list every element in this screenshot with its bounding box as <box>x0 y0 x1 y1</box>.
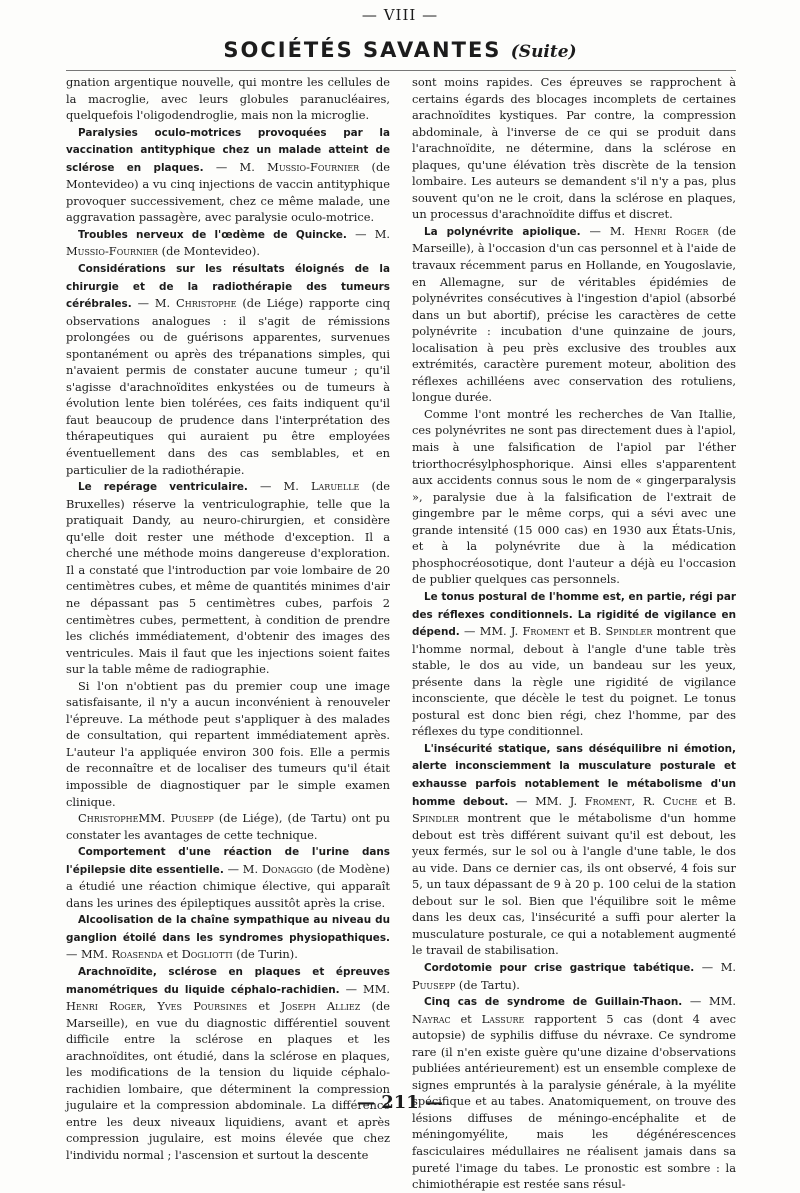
section-heading: Alcoolisation de la chaîne sympathique au niveau du ganglion étoilé dans les syndromes physiopathiques. <box>66 914 390 944</box>
section-heading: Troubles nerveux de l'œdème de Quincke. <box>78 228 347 241</box>
author-name: Henri Roger <box>634 223 709 238</box>
body-text: MM. <box>138 811 171 826</box>
paragraph <box>412 959 736 993</box>
paragraph <box>66 678 390 810</box>
body-text: rapportent 5 cas (dont 4 avec autopsie) de syphilis diffuse du névraxe. Ce syndrome rare (il n'en existe guère qu'une dizaine d'observations publiées antérieurement) est un ensemble complexe de signes empruntés à la paralysie générale, à la myélite spécifique et au tabes. Anatomiquement, on trouve des lésions diffuses de méningo-encéphalite et de méningomyélite, mais les dégénérescences fasciculaires médullaires ne réalisent jamais dans sa pureté l'image du tabes. Le pronostic est sombre : la chimiothérapie est restée sans résul- <box>412 1011 736 1192</box>
body-text: — M. <box>580 223 635 238</box>
author-name: Christophe <box>78 811 139 826</box>
author-name: Mussio-Fournier <box>267 159 360 174</box>
paragraph <box>66 260 390 478</box>
section-heading: Cordotomie pour crise gastrique tabétique. <box>424 961 695 974</box>
body-text: Si l'on n'obtient pas du premier coup une image satisfaisante, il n'y a aucun inconvénient à renouveler l'épreuve. La méthode peut s'appliquer à des malades de consultation, qui repartent immédiatement après. L'auteur l'a appliquée environ 300 fois. Elle a permis de reconnaître et de localiser des tumeurs qu'il était impossible de diagnostiquer par le simple examen clinique. <box>66 678 390 809</box>
section-heading: Comportement d'une réaction de l'urine dans l'épilepsie dite essentielle. <box>66 846 390 876</box>
body-text: — M. <box>346 226 391 241</box>
body-text: et <box>163 947 182 962</box>
author-name: Spindler <box>412 811 459 826</box>
paragraph <box>412 740 736 959</box>
page-number: — 211 — <box>356 1092 444 1113</box>
paragraph <box>412 406 736 588</box>
body-text: — M. <box>131 296 177 311</box>
body-text: et B. <box>569 624 606 639</box>
body-text: (de Marseille), en vue du diagnostic différentiel souvent difficile entre la sclérose en plaques et les arachnoïdites, ont étudié, dans la sclérose en plaques, les modifications de la tension du liquide céphalo-rachidien lombaire, que déterminent la compression jugulaire et la compression abdominale. La différence entre les deux niveaux liquidiens, avant et après compression jugulaire, est moins élevée que chez l'individu normal ; l'ascension et surtout la descente <box>66 999 390 1162</box>
author-name: Puusepp <box>170 811 214 826</box>
body-text: — MM. <box>682 994 736 1009</box>
roman-page-number: — VIII — <box>361 6 439 24</box>
body-text: (de Turin). <box>232 947 298 962</box>
body-text: — MM. <box>66 947 112 962</box>
author-name: Mussio-Fournier <box>66 244 159 259</box>
author-name: Nayrac <box>412 1011 451 1026</box>
body-text: Comme l'ont montré les recherches de Van Itallie, ces polynévrites ne sont pas directement dues à l'apiol, mais à une falsification de l'apiol par l'éther triorthocrésylphosphorique. Ainsi elles s'apparentent aux accidents connus sous le nom de « gingerparalysis », paralysie due à la falsification de l'extrait de gingembre par le même corps, qui a sévi avec une grande intensité (15 000 cas) en 1930 aux États-Unis, et à la polynévrite due à la médication phosphocréosotique, dont l'auteur a déjà eu l'occasion de publier quelques cas personnels. <box>412 406 736 587</box>
paragraph <box>66 911 390 963</box>
body-text: et <box>247 999 281 1014</box>
section-title-suffix: (Suite) <box>510 42 577 62</box>
section-heading: Considérations sur les résultats éloignés de la chirurgie et de la radiothérapie des tumeurs cérébrales. <box>66 263 390 311</box>
section-heading: Cinq cas de syndrome de Guillain-Thaon. <box>424 996 683 1009</box>
right-column <box>412 74 736 1193</box>
body-text: montrent que le métabolisme d'un homme debout est très différent suivant qu'il est debout, les yeux fermés, sur le sol ou à l'angle d'une table, le dos au vide. Dans ce dernier cas, ils ont observé, 4 fois sur 5, un taux dépassant de 9 à 20 p. 100 celui de la station debout sur le sol. Bien que l'équilibre soit le même dans les deux cas, l'insécurité a suffi pour alerter la musculature posturale, ce qui a notablement augmenté le travail de stabilisation. <box>412 811 736 958</box>
section-heading: Paralysies oculo-motrices provoquées par la vaccination antityphique chez un malade atteint de sclérose en plaques. <box>66 126 390 174</box>
author-name: Spindler <box>605 624 653 639</box>
body-text: et <box>450 1011 482 1026</box>
body-text: sont moins rapides. Ces épreuves se rapprochent à certains égards des blocages incomplets de certaines arachnoïdites kystiques. Par contre, la compression abdominale, à l'inverse de ce qui se produit dans l'arachnoïdite, ne détermine, dans la sclérose en plaques, qu'une élévation très discrète de la tension lombaire. Les auteurs se demandent s'il n'y a pas, plus souvent qu'on ne le croit, dans la sclérose en plaques, un processus d'arachnoïdite diffus et discret. <box>412 75 736 222</box>
paragraph <box>66 478 390 678</box>
paragraph <box>66 963 390 1164</box>
body-text: (de Tartu) ont pu constater les avantages de cette technique. <box>66 811 390 842</box>
author-name: Froment <box>522 624 570 639</box>
left-column <box>66 74 390 1164</box>
body-text: — MM. J. <box>508 793 585 808</box>
section-heading: Arachnoïdite, sclérose en plaques et épreuves manométriques du liquide céphalo-rachidien. <box>66 965 390 996</box>
section-heading: Le repérage ventriculaire. <box>78 481 248 494</box>
body-text: — M. <box>203 159 268 174</box>
body-text: (de Liége) rapporte cinq observations analogues : il s'agit de rémissions prolongées ou de guérisons apparentes, survenues spontanément ou après des trépanations simples, qui n'avaient permis de constater aucune tumeur ; qu'il s'agisse d'arachnoïdites enkystées ou de tumeurs à évolution lente bien tolérées, ces faits indiquent qu'il faut beaucoup de prudence dans l'interprétation des thérapeutiques qui auraient pu être employées éventuellement dans des cas semblables, et en particulier de la radiothérapie. <box>66 296 390 477</box>
body-text: (de Modène) a étudié une réaction chimique élective, qui apparaît dans les urines des épileptiques aussitôt après la crise. <box>66 861 390 910</box>
author-name: Dogliotti <box>181 947 233 962</box>
header-rule <box>66 70 736 71</box>
section-heading: L'insécurité statique, sans déséquilibre ni émotion, alerte inconsciemment la musculature posturale et exhausse parfois notablement le métabolisme d'un homme debout. <box>412 742 736 808</box>
body-text: , R. <box>631 793 663 808</box>
body-text: (de Marseille), à l'occasion d'un cas personnel et à l'aide de travaux récemment parus en Hollande, en Yougoslavie, en Allemagne, sur de véritables épidémies de polynévrites consécutives à l'ingestion d'apiol (absorbé dans un but abortif), précise les caractères de cette polynévrite : incubation d'une quinzaine de jours, localisation à peu près exclusive des troubles aux extrémités, caractère purement moteur, abolition des réflexes achilléens avec conservation des rotuliens, longue durée. <box>412 223 736 405</box>
paragraph <box>412 588 736 740</box>
author-name: Froment <box>584 793 632 808</box>
author-name: Joseph Alliez <box>280 999 361 1014</box>
author-name: Donaggio <box>261 861 313 876</box>
paragraph <box>66 810 390 843</box>
body-text: (de Montevideo) a vu cinq injections de vaccin antityphique provoquer successivement, chez ce même malade, une aggravation passagère, avec paralysie oculo-motrice. <box>66 159 390 225</box>
paragraph <box>412 74 736 223</box>
body-text: (de Liége), <box>213 811 288 826</box>
body-text: (de Bruxelles) réserve la ventriculographie, telle que la pratiquait Dandy, au neuro-chirurgien, et considère qu'elle doit rester une méthode d'exception. Il a cherché une méthode moins dangereuse d'exploration. Il a constaté que l'introduction par voie lombaire de 20 centimètres cubes, et même de quantités minimes d'air ne dépassant pas 5 centimètres cubes, parfois 2 centimètres cubes, permettent, à condition de prendre les clichés immédiatement, d'obtenir des images des ventricules. Mais il faut que les injections soient faites sur la table même de radiographie. <box>66 479 390 677</box>
section-heading: Le tonus postural de l'homme est, en partie, régi par des réflexes conditionnels. La rigidité de vigilance en dépend. <box>412 590 736 639</box>
body-text: et B. <box>697 793 736 808</box>
author-name: Henri Roger, Yves Poursines <box>66 999 248 1014</box>
author-name: Puusepp <box>412 977 456 992</box>
body-text: — M. <box>223 861 262 876</box>
body-text: — M. <box>694 959 736 974</box>
body-text: — MM. J. <box>459 624 523 639</box>
body-text: montrent que l'homme normal, debout à l'angle d'une table très stable, le dos au vide, un bandeau sur les yeux, présente dans la règle une rigidité de vigilance inconsciente, que décèle le test du poignet. Le tonus postural est donc bien régi, chez l'homme, par des réflexes du type conditionnel. <box>412 624 736 739</box>
paragraph <box>66 124 390 226</box>
section-title <box>0 38 800 62</box>
author-name: Cuche <box>662 793 698 808</box>
section-heading: La polynévrite apiolique. <box>424 225 581 238</box>
author-name: Roasenda <box>111 947 164 962</box>
body-text: — M. <box>247 479 311 494</box>
body-text: — MM. <box>339 981 390 996</box>
body-text: (de Montevideo). <box>158 244 260 259</box>
body-text: gnation argentique nouvelle, qui montre les cellules de la macroglie, avec leurs globules paranucléaires, quelquefois l'oligodendroglie, mais non la microglie. <box>66 75 390 123</box>
paragraph <box>66 226 390 260</box>
section-title-text: SOCIÉTÉS SAVANTES <box>223 38 502 62</box>
author-name: Christophe <box>176 296 237 311</box>
author-name: Lassure <box>481 1011 525 1026</box>
paragraph <box>66 74 390 124</box>
body-text: (de Tartu). <box>455 977 520 992</box>
paragraph <box>412 223 736 406</box>
author-name: Laruelle <box>310 479 360 494</box>
paragraph <box>66 843 390 911</box>
